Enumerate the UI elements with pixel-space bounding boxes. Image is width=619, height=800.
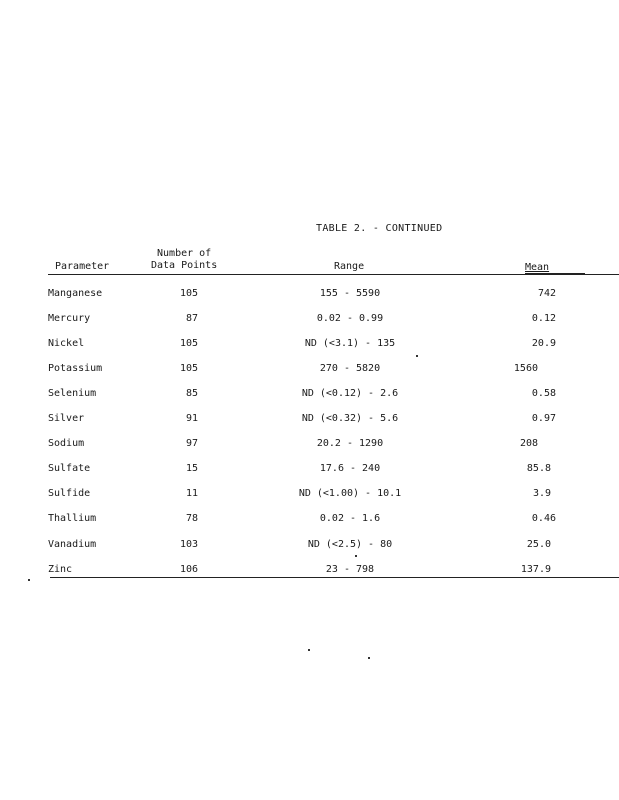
mean-cell: 742 — [537, 288, 556, 299]
mean-cell: 85.8 — [526, 463, 551, 474]
parameter-cell: Mercury — [48, 313, 91, 324]
mean-cell: 0.12 — [531, 313, 556, 324]
table-row — [0, 413, 619, 427]
range-cell: 0.02 - 1.6 — [319, 513, 381, 524]
data-points-cell: 91 — [185, 413, 198, 424]
header-rule — [48, 274, 619, 275]
mean-cell: 20.9 — [531, 338, 556, 349]
data-points-cell: 87 — [185, 313, 198, 324]
mean-cell: 0.46 — [531, 513, 556, 524]
header-data-points — [151, 248, 217, 272]
parameter-cell: Manganese — [48, 288, 103, 299]
scan-speck — [308, 649, 310, 651]
parameter-cell: Potassium — [48, 363, 103, 374]
parameter-cell: Selenium — [48, 388, 97, 399]
table-row — [0, 438, 619, 452]
data-points-cell: 103 — [179, 539, 198, 550]
mean-cell: 208 — [519, 438, 538, 449]
mean-cell: 137.9 — [520, 564, 551, 575]
data-points-cell: 78 — [185, 513, 198, 524]
parameter-cell: Sulfate — [48, 463, 91, 474]
scan-speck — [416, 355, 418, 357]
mean-cell: 1560 — [513, 363, 538, 374]
table-row — [0, 488, 619, 502]
range-cell: 270 - 5820 — [319, 363, 381, 374]
parameter-cell: Sulfide — [48, 488, 91, 499]
parameter-cell: Thallium — [48, 513, 97, 524]
header-data-points-line2: Data Points — [151, 260, 218, 271]
parameter-cell: Zinc — [48, 564, 73, 575]
data-points-cell: 105 — [179, 338, 198, 349]
data-points-cell: 105 — [179, 288, 198, 299]
parameter-cell: Sodium — [48, 438, 85, 449]
mean-cell: 3.9 — [532, 488, 551, 499]
parameter-cell: Nickel — [48, 338, 85, 349]
header-data-points-line1: Number of — [157, 248, 212, 259]
range-cell: 20.2 - 1290 — [316, 438, 384, 449]
range-cell: ND (<3.1) - 135 — [304, 338, 396, 349]
data-points-cell: 97 — [185, 438, 198, 449]
table-row — [0, 313, 619, 327]
data-points-cell: 11 — [185, 488, 198, 499]
range-cell: 17.6 - 240 — [319, 463, 381, 474]
data-points-cell: 15 — [185, 463, 198, 474]
data-points-cell: 106 — [179, 564, 198, 575]
header-mean: Mean — [525, 262, 550, 273]
parameter-cell: Silver — [48, 413, 85, 424]
range-cell: ND (<2.5) - 80 — [307, 539, 393, 550]
header-range: Range — [334, 261, 365, 272]
range-cell: 155 - 5590 — [319, 288, 381, 299]
range-cell: ND (<0.12) - 2.6 — [301, 388, 399, 399]
table-row — [0, 564, 619, 578]
mean-underline — [525, 273, 585, 274]
range-cell: 23 - 798 — [325, 564, 375, 575]
table-title: TABLE 2. - CONTINUED — [316, 223, 443, 234]
table-row — [0, 539, 619, 553]
mean-cell: 25.0 — [526, 539, 551, 550]
table-row — [0, 463, 619, 477]
table-row — [0, 388, 619, 402]
bottom-rule — [50, 577, 619, 578]
table-row — [0, 363, 619, 377]
data-points-cell: 85 — [185, 388, 198, 399]
scan-speck — [355, 555, 357, 557]
scan-speck — [368, 657, 370, 659]
range-cell: ND (<0.32) - 5.6 — [301, 413, 399, 424]
scan-speck — [28, 579, 30, 581]
range-cell: ND (<1.00) - 10.1 — [298, 488, 402, 499]
header-parameter: Parameter — [55, 261, 110, 272]
table-row — [0, 513, 619, 527]
parameter-cell: Vanadium — [48, 539, 97, 550]
data-points-cell: 105 — [179, 363, 198, 374]
table-row — [0, 338, 619, 352]
mean-cell: 0.97 — [531, 413, 556, 424]
range-cell: 0.02 - 0.99 — [316, 313, 384, 324]
mean-cell: 0.58 — [531, 388, 556, 399]
table-row — [0, 288, 619, 302]
